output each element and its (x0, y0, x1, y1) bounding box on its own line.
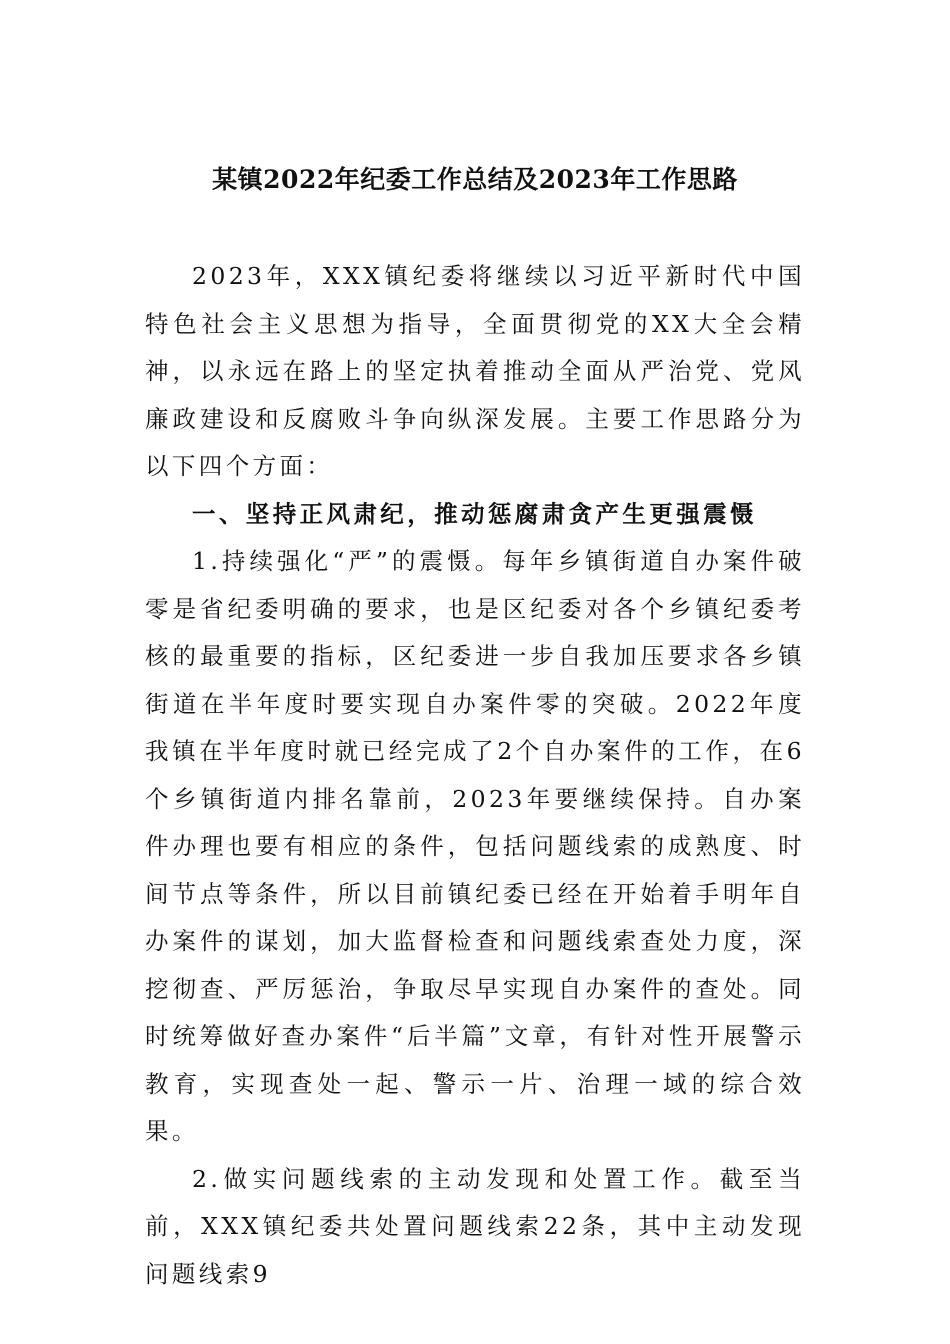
document-body (145, 253, 805, 1298)
item-1-paragraph: 1.持续强化“严”的震慑。每年乡镇街道自办案件破零是省纪委明确的要求，也是区纪委对各个乡镇纪委考核的最重要的指标，区纪委进一步自我加压要求各乡镇街道在半年度时要实现自办案件零的突破。2022年度我镇在半年度时就已经完成了2个自办案件的工作，在6个乡镇街道内排名靠前，2023年要继续保持。自办案件办理也要有相应的条件，包括问题线索的成熟度、时间节点等条件，所以目前镇纪委已经在开始着手明年自办案件的谋划，加大监督检查和问题线索查处力度，深挖彻查、严厉惩治，争取尽早实现自办案件的查处。同时统筹做好查办案件“后半篇”文章，有针对性开展警示教育，实现查处一起、警示一片、治理一域的综合效果。 (145, 547, 805, 1145)
item-2-paragraph: 2.做实问题线索的主动发现和处置工作。截至当前，XXX镇纪委共处置问题线索22条，其中主动发现问题线索9 (145, 1164, 805, 1288)
document-title: 某镇2022年纪委工作总结及2023年工作思路 (212, 165, 738, 194)
intro-paragraph: 2023年，XXX镇纪委将继续以习近平新时代中国特色社会主义思想为指导，全面贯彻党的XX大全会精神，以永远在路上的坚定执着推动全面从严治党、党风廉政建设和反腐败斗争向纵深发展。主要工作思路分为以下四个方面： (145, 262, 805, 480)
section-heading-1: 一、坚持正风肃纪，推动惩腐肃贪产生更强震慑 (192, 499, 757, 528)
